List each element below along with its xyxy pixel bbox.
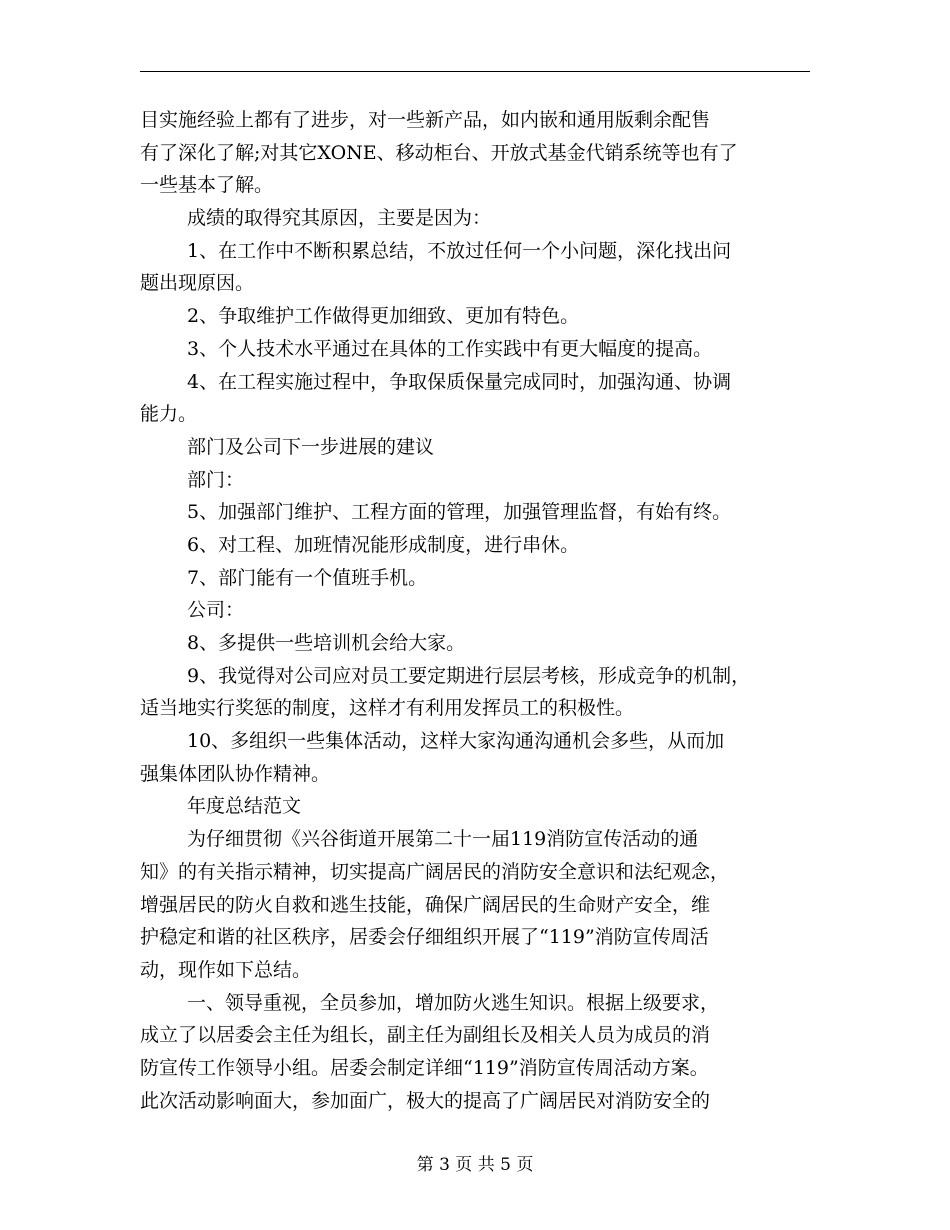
text-line: 年度总结范文 xyxy=(187,795,302,818)
text-line: 7、部门能有一个值班手机。 xyxy=(187,566,428,589)
text-line: 增强居民的防火自救和逃生技能，确保广阔居民的生命财产安全，维 xyxy=(140,893,711,916)
text-line: 防宣传工作领导小组。居委会制定详细“119”消防宣传周活动方案。 xyxy=(140,1056,709,1079)
text-line: 4、在工程实施过程中，争取保质保量完成同时，加强沟通、协调 xyxy=(187,370,732,393)
text-line: 一、领导重视，全员参加，增加防火逃生知识。根据上级要求， xyxy=(187,991,720,1014)
text-line: 能力。 xyxy=(140,403,198,426)
text-line: 公司： xyxy=(187,599,245,622)
text-line: 5、加强部门维护、工程方面的管理，加强管理监督，有始有终。 xyxy=(187,501,732,524)
text-line: 2、争取维护工作做得更加细致、更加有特色。 xyxy=(187,305,580,328)
text-line: 动，现作如下总结。 xyxy=(140,958,312,981)
text-line: 适当地实行奖惩的制度，这样才有利用发挥员工的积极性。 xyxy=(140,697,635,720)
text-line: 一些基本了解。 xyxy=(140,174,274,197)
text-line: 10、多组织一些集体活动，这样大家沟通沟通机会多些，从而加 xyxy=(187,730,725,753)
text-line: 9、我觉得对公司应对员工要定期进行层层考核，形成竞争的机制， xyxy=(187,664,751,687)
text-line: 3、个人技术水平通过在具体的工作实践中有更大幅度的提高。 xyxy=(187,337,713,360)
text-line: 1、在工作中不断积累总结，不放过任何一个小问题，深化找出问 xyxy=(187,239,732,262)
text-line: 6、对工程、加班情况能形成制度，进行串休。 xyxy=(187,533,580,556)
document-body xyxy=(140,104,818,1117)
text-line: 部门： xyxy=(187,468,245,491)
header-rule xyxy=(140,71,810,72)
text-line: 8、多提供一些培训机会给大家。 xyxy=(187,632,466,654)
text-line: 强集体团队协作精神。 xyxy=(140,762,331,785)
text-line: 为仔细贯彻《兴谷街道开展第二十一届119消防宣传活动的通 xyxy=(187,828,699,851)
text-line: 有了深化了解;对其它XONE、移动柜台、开放式基金代销系统等也有了 xyxy=(140,141,738,164)
text-line: 题出现原因。 xyxy=(140,272,255,295)
text-line: 部门及公司下一步进展的建议 xyxy=(187,435,435,458)
text-line: 成立了以居委会主任为组长，副主任为副组长及相关人员为成员的消 xyxy=(140,1024,711,1047)
text-line: 此次活动影响面大，参加面广，极大的提高了广阔居民对消防安全的 xyxy=(140,1089,711,1112)
text-line: 护稳定和谐的社区秩序，居委会仔细组织开展了“119”消防宣传周活 xyxy=(140,926,709,949)
text-line: 成绩的取得究其原因，主要是因为： xyxy=(187,207,492,230)
text-line: 目实施经验上都有了进步，对一些新产品，如内嵌和通用版剩余配售 xyxy=(140,109,711,131)
page-footer: 第 3 页 共 5 页 xyxy=(416,1155,534,1175)
text-line: 知》的有关指示精神，切实提高广阔居民的消防安全意识和法纪观念， xyxy=(140,860,730,883)
